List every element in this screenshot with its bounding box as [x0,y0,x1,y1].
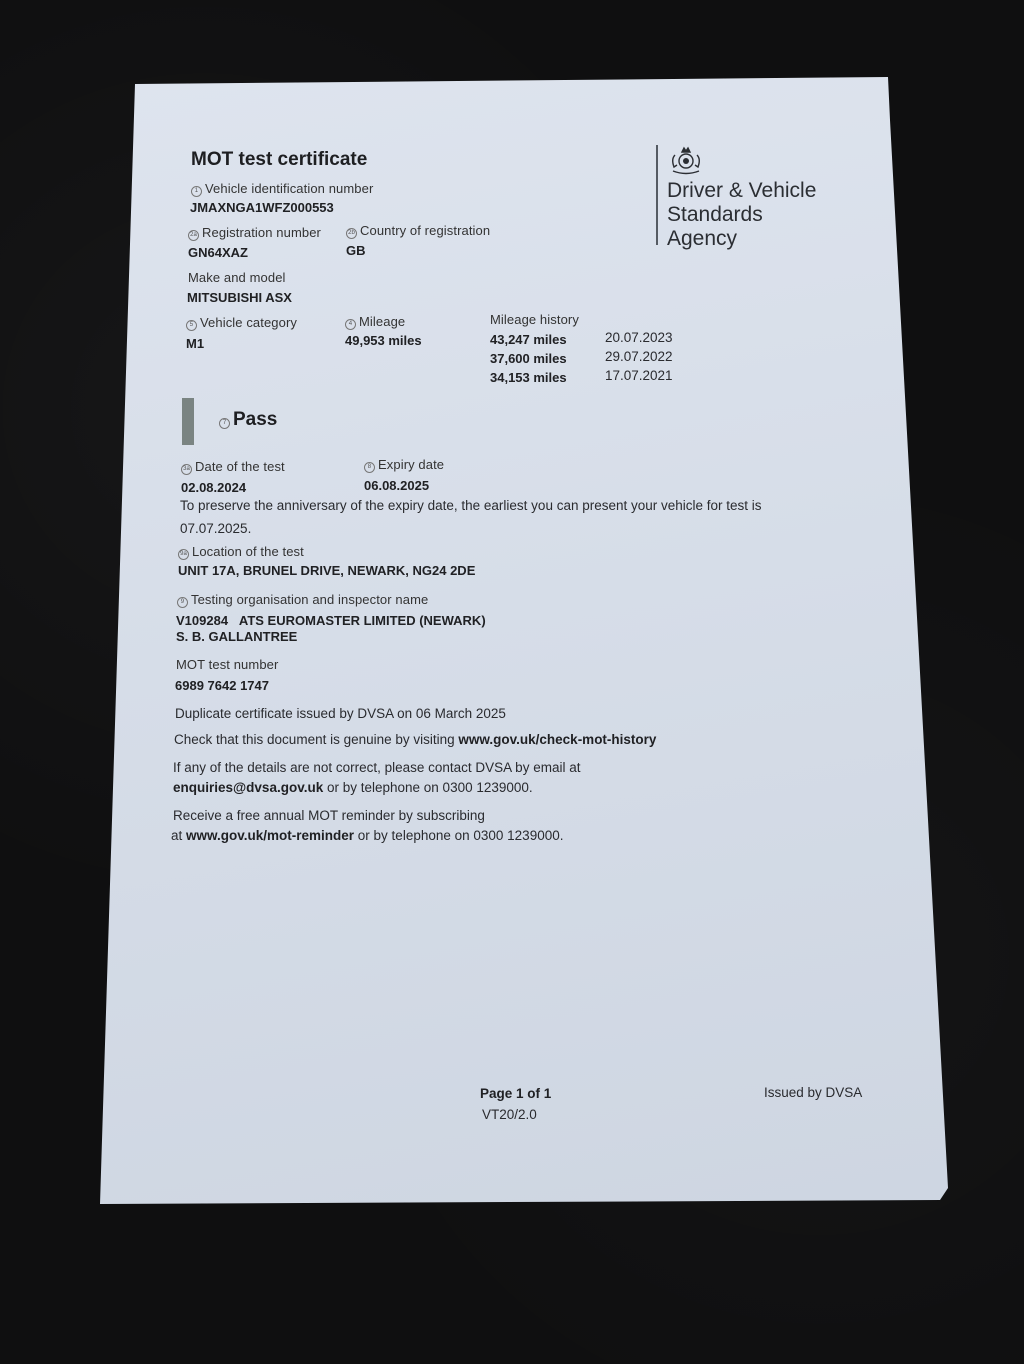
test-number-label: MOT test number [176,657,279,672]
country-value: GB [346,243,366,258]
country-label: 2b Country of registration [346,223,490,239]
result-status-bar [182,398,194,445]
test-number-value: 6989 7642 1747 [175,678,269,693]
expiry-date-value: 06.08.2025 [364,478,430,493]
location-label: 9a Location of the test [178,544,304,560]
mileage-history-label: Mileage history [490,312,579,327]
mileage-value: 49,953 miles [345,333,422,348]
field-marker-icon: 2b [346,228,357,239]
field-marker-icon: 1 [191,186,202,197]
page-indicator: Page 1 of 1 [480,1086,552,1101]
category-value: M1 [186,336,205,351]
location-value: UNIT 17A, BRUNEL DRIVE, NEWARK, NG24 2DE [178,563,476,578]
page-title: MOT test certificate [191,149,368,170]
agency-name-line2: Standards [667,203,763,226]
field-marker-icon: 8 [364,462,375,473]
duplicate-note: Duplicate certificate issued by DVSA on 06 March 2025 [175,706,506,721]
mileage-history-date: 17.07.2021 [605,368,673,383]
logo-divider [656,145,658,245]
vin-value: JMAXNGA1WFZ000553 [190,200,334,215]
field-marker-icon: 7 [219,418,230,429]
contact-note-line1: If any of the details are not correct, please contact DVSA by email at [173,760,581,775]
reminder-note-line2: at www.gov.uk/mot-reminder or by telephone on 0300 1239000. [171,828,564,843]
mileage-label: 4 Mileage [345,314,405,330]
anniversary-note-line2: 07.07.2025. [180,521,252,536]
category-label: 5 Vehicle category [186,315,297,331]
mileage-history-miles: 37,600 miles [490,351,567,366]
registration-value: GN64XAZ [188,245,248,260]
issued-by: Issued by DVSA [764,1085,863,1100]
inspector-name: S. B. GALLANTREE [176,629,298,644]
mileage-history-date: 29.07.2022 [605,349,673,364]
expiry-date-label: 8 Expiry date [364,457,444,473]
email-link[interactable]: enquiries@dvsa.gov.uk [173,780,324,795]
make-model-label: Make and model [188,270,286,285]
org-name: ATS EUROMASTER LIMITED (NEWARK) [238,613,486,628]
field-marker-icon: 9 [177,597,188,608]
result-value: Pass [233,409,278,430]
agency-name-line1: Driver & Vehicle [667,179,817,202]
field-marker-icon: 9a [178,549,189,560]
check-mot-history-link[interactable]: www.gov.uk/check-mot-history [458,732,657,747]
form-code: VT20/2.0 [482,1107,537,1122]
field-marker-icon: 2a [188,230,199,241]
result-status [219,409,277,431]
field-marker-icon: 5 [186,320,197,331]
royal-coat-of-arms-icon [666,143,706,177]
field-marker-icon: 4 [345,319,356,330]
mot-reminder-link[interactable]: www.gov.uk/mot-reminder [186,828,355,843]
reminder-note-line1: Receive a free annual MOT reminder by subscribing [173,808,485,823]
test-date-value: 02.08.2024 [181,480,247,495]
field-marker-icon: 3a [181,464,192,475]
testing-org-value [176,613,486,628]
site-id: V109284 [176,613,229,628]
agency-name-line3: Agency [667,227,738,250]
anniversary-note-line1: To preserve the anniversary of the expiry date, the earliest you can present your vehicle for test is [180,498,762,513]
testing-org-label: 9 Testing organisation and inspector name [177,592,428,608]
genuine-check-note: Check that this document is genuine by visiting www.gov.uk/check-mot-history [174,732,657,747]
mileage-history-miles: 43,247 miles [490,332,567,347]
mileage-history-date: 20.07.2023 [605,330,673,345]
registration-label: 2a Registration number [188,225,321,241]
mileage-history-miles: 34,153 miles [490,370,567,385]
make-model-value: MITSUBISHI ASX [187,290,292,305]
vin-label: 1 Vehicle identification number [191,181,373,197]
contact-note-line2: enquiries@dvsa.gov.uk or by telephone on 0300 1239000. [173,780,533,795]
test-date-label: 3a Date of the test [181,459,285,475]
